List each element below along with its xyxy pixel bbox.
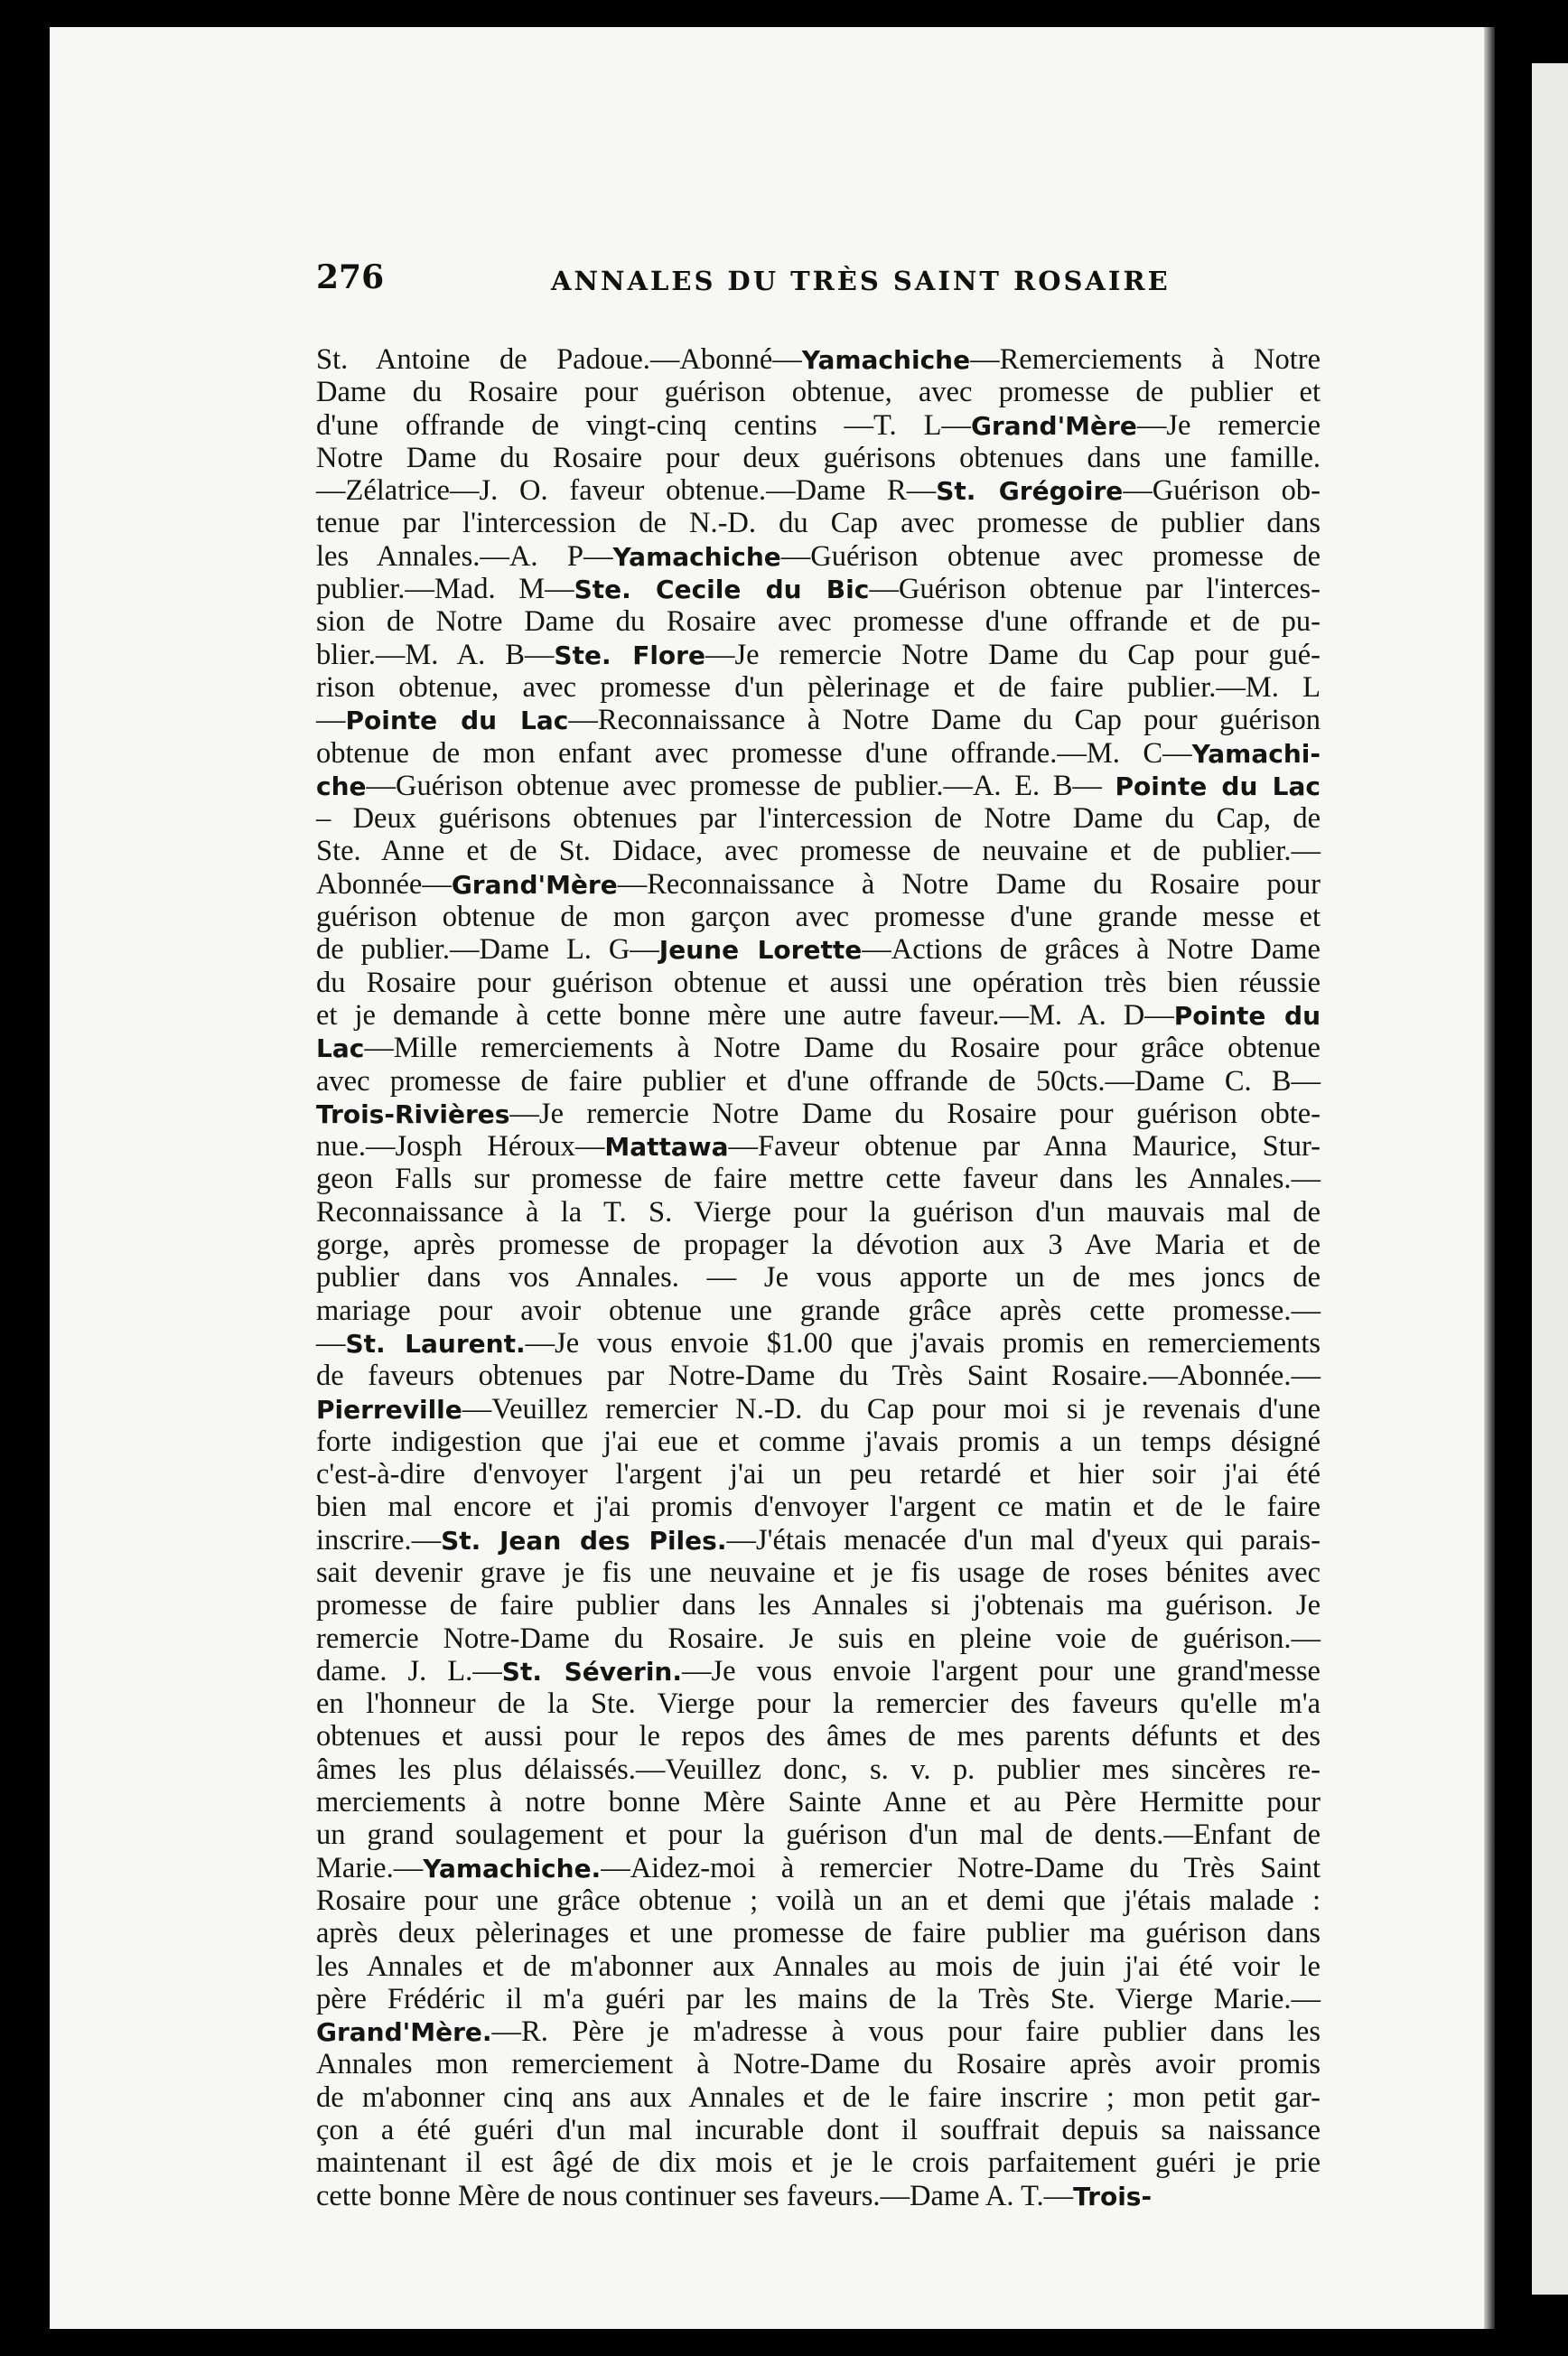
- text-run: —Mille remerciements à Notre Dame du Rosaire pour grâce obtenue: [364, 1032, 1321, 1065]
- text-line: [316, 1720, 1321, 1753]
- text-run: —Je vous envoie $1.00 que j'avais promis en remerciements: [525, 1326, 1321, 1360]
- text-run: publier.—Mad. M—: [316, 573, 574, 606]
- place-name: Ste. Cecile du Bic: [574, 575, 870, 605]
- text-line: [316, 1688, 1321, 1720]
- article-body: [316, 343, 1321, 2212]
- text-line: [316, 2048, 1321, 2080]
- text-line: [316, 933, 1321, 966]
- text-line: [316, 2015, 1321, 2048]
- text-run: – Deux guérisons obtenues par l'intercession de Notre Dame du Cap, de: [316, 802, 1321, 836]
- text-run: c'est-à-dire d'envoyer l'argent j'ai un peu retardé et hier soir j'ai été: [316, 1458, 1321, 1491]
- text-run: inscrire.—: [316, 1523, 442, 1557]
- text-line: [316, 540, 1321, 573]
- place-name: Yamachiche: [801, 345, 971, 375]
- text-run: obtenue de mon enfant avec promesse d'une offrande.—M. C—: [316, 736, 1192, 770]
- text-run: —Faveur obtenue par Anna Maurice, Stur-: [728, 1130, 1321, 1164]
- text-run: les Annales et de m'abonner aux Annales au mois de juin j'ai été voir le: [316, 1949, 1321, 1983]
- text-run: —R. Père je m'adresse à vous pour faire publier dans les: [491, 2015, 1321, 2049]
- text-run: St. Antoine de Padoue.—Abonné—: [316, 343, 802, 376]
- text-run: Dame du Rosaire pour guérison obtenue, avec promesse de publier et: [316, 376, 1321, 409]
- text-line: [316, 704, 1321, 736]
- text-line: [316, 573, 1321, 605]
- text-line: [316, 507, 1321, 539]
- text-line: [316, 474, 1321, 507]
- text-line: [316, 2180, 1321, 2212]
- text-line: [316, 1065, 1321, 1098]
- text-line: [316, 1327, 1321, 1360]
- text-run: gorge, après promesse de propager la dévotion aux 3 Ave Maria et de: [316, 1229, 1321, 1262]
- text-run: forte indigestion que j'ai eue et comme j'avais promis a un temps désigné: [316, 1425, 1321, 1458]
- place-name: Trois-Rivières: [316, 1099, 510, 1129]
- text-run: —Remerciements à Notre: [970, 343, 1321, 376]
- place-name: Grand'Mère: [970, 410, 1137, 441]
- text-line: [316, 442, 1321, 474]
- place-name: che: [316, 771, 367, 801]
- place-name: Yamachiche.: [423, 1853, 602, 1884]
- text-run: Abonnée—: [316, 867, 452, 901]
- text-run: un grand soulagement et pour la guérison d'un mal de dents.—Enfant de: [316, 1818, 1321, 1852]
- place-name: Lac: [316, 1033, 365, 1064]
- text-run: remercie Notre-Dame du Rosaire. Je suis en pleine voie de guérison.—: [316, 1622, 1321, 1655]
- text-line: [316, 2081, 1321, 2114]
- text-line: [316, 1032, 1321, 1064]
- place-name: Yamachiche: [612, 541, 781, 572]
- text-run: —Guérison obtenue avec promesse de: [780, 539, 1321, 573]
- text-run: âmes les plus délaissés.—Veuillez donc, s. v. p. publier mes sincères re-: [316, 1753, 1321, 1786]
- place-name: St. Séverin.: [501, 1656, 682, 1687]
- text-run: —Guérison obtenue par l'interces-: [869, 573, 1321, 606]
- place-name: Mattawa: [604, 1132, 729, 1163]
- text-run: —: [316, 1326, 346, 1360]
- text-line: [316, 1196, 1321, 1229]
- text-line: [316, 967, 1321, 999]
- journal-title: ANNALES DU TRÈS SAINT ROSAIRE: [551, 266, 1171, 296]
- text-line: [316, 1491, 1321, 1523]
- text-run: Reconnaissance à la T. S. Vierge pour la guérison d'un mauvais mal de: [316, 1195, 1321, 1229]
- text-line: [316, 1884, 1321, 1917]
- text-run: —Je vous envoie l'argent pour une grand'messe: [682, 1654, 1321, 1688]
- text-run: —Aidez-moi à remercier Notre-Dame du Très Saint: [601, 1851, 1321, 1884]
- text-run: Ste. Anne et de St. Didace, avec promesse de neuvaine et de publier.—: [316, 835, 1321, 868]
- page-number: 276: [316, 258, 385, 296]
- place-name: Pointe du: [1173, 1000, 1321, 1031]
- text-run: —Je remercie Notre Dame du Cap pour gué-: [705, 638, 1321, 671]
- text-line: [316, 1557, 1321, 1589]
- text-run: guérison obtenue de mon garçon avec promesse d'une grande messe et: [316, 901, 1321, 934]
- text-line: [316, 1458, 1321, 1491]
- text-run: père Frédéric il m'a guéri par les mains de la Très Ste. Vierge Marie.—: [316, 1982, 1321, 2015]
- facing-page-edge: [1532, 63, 1568, 2295]
- text-line: [316, 1098, 1321, 1130]
- text-run: —Zélatrice—J. O. faveur obtenue.—Dame R—: [316, 474, 937, 508]
- text-run: dame. J. L.—: [316, 1654, 502, 1688]
- text-line: [316, 1295, 1321, 1327]
- text-run: de publier.—Dame L. G—: [316, 933, 659, 967]
- text-run: Marie.—: [316, 1851, 424, 1884]
- text-line: [316, 1753, 1321, 1786]
- text-run: merciements à notre bonne Mère Sainte Anne et au Père Hermitte pour: [316, 1786, 1321, 1819]
- place-name: St. Grégoire: [936, 476, 1124, 507]
- text-line: [316, 1360, 1321, 1392]
- place-name: Yamachi-: [1191, 738, 1321, 769]
- text-line: [316, 802, 1321, 835]
- text-run: —Reconnaissance à Notre Dame du Cap pour guérison: [568, 704, 1321, 737]
- text-run: nue.—Josph Héroux—: [316, 1130, 605, 1164]
- running-head: [316, 258, 1219, 304]
- text-line: [316, 671, 1321, 704]
- text-line: [316, 1393, 1321, 1426]
- text-run: —J'étais menacée d'un mal d'yeux qui parais-: [726, 1523, 1321, 1557]
- place-name: Trois-: [1073, 2181, 1153, 2211]
- text-run: en l'honneur de la Ste. Vierge pour la remercier des faveurs qu'elle m'a: [316, 1688, 1321, 1721]
- text-run: çon a été guéri d'un mal incurable dont il souffrait depuis sa naissance: [316, 2114, 1321, 2147]
- text-run: tenue par l'intercession de N.-D. du Cap avec promesse de publier dans: [316, 507, 1321, 540]
- place-name: Pointe du Lac: [345, 706, 569, 736]
- text-run: après deux pèlerinages et une promesse de faire publier ma guérison dans: [316, 1917, 1321, 1950]
- text-line: [316, 1261, 1321, 1294]
- text-line: [316, 2146, 1321, 2179]
- text-run: —Guérison obtenue avec promesse de publier.—A. E. B—: [366, 769, 1115, 802]
- text-line: [316, 1655, 1321, 1688]
- text-line: [316, 1950, 1321, 1983]
- text-run: blier.—M. A. B—: [316, 638, 555, 671]
- text-line: [316, 868, 1321, 901]
- place-name: Grand'Mère.: [316, 2017, 492, 2048]
- text-line: [316, 409, 1321, 442]
- text-run: maintenant il est âgé de dix mois et je le crois parfaitement guéri je prie: [316, 2146, 1321, 2180]
- text-line: [316, 1524, 1321, 1557]
- text-run: promesse de faire publier dans les Annales si j'obtenais ma guérison. Je: [316, 1589, 1321, 1622]
- text-line: [316, 1426, 1321, 1458]
- text-run: les Annales.—A. P—: [316, 539, 613, 573]
- text-line: [316, 1163, 1321, 1195]
- text-run: —Je remercie Notre Dame du Rosaire pour guérison obte-: [509, 1097, 1321, 1130]
- text-line: [316, 1622, 1321, 1655]
- place-name: Grand'Mère: [451, 869, 618, 900]
- text-line: [316, 1852, 1321, 1884]
- text-line: [316, 1589, 1321, 1622]
- text-line: [316, 376, 1321, 408]
- text-line: [316, 605, 1321, 638]
- text-line: [316, 901, 1321, 933]
- text-line: [316, 737, 1321, 770]
- page-fold-shadow: [1484, 27, 1495, 2329]
- text-run: du Rosaire pour guérison obtenue et aussi une opération très bien réussie: [316, 966, 1321, 999]
- text-run: —Reconnaissance à Notre Dame du Rosaire pour: [617, 867, 1321, 901]
- text-run: —Actions de grâces à Notre Dame: [862, 933, 1321, 967]
- text-run: —Je remercie: [1136, 408, 1321, 442]
- text-run: et je demande à cette bonne mère une autre faveur.—M. A. D—: [316, 998, 1174, 1032]
- text-run: rison obtenue, avec promesse d'un pèlerinage et de faire publier.—M. L: [316, 670, 1321, 704]
- place-name: St. Jean des Piles.: [441, 1525, 727, 1556]
- text-line: [316, 770, 1321, 802]
- text-run: geon Falls sur promesse de faire mettre cette faveur dans les Annales.—: [316, 1163, 1321, 1196]
- text-run: Notre Dame du Rosaire pour deux guérisons obtenues dans une famille.: [316, 441, 1321, 474]
- text-run: —Veuillez remercier N.-D. du Cap pour moi si je revenais d'une: [462, 1392, 1321, 1426]
- text-run: avec promesse de faire publier et d'une offrande de 50cts.—Dame C. B—: [316, 1064, 1321, 1098]
- text-run: mariage pour avoir obtenue une grande grâce après cette promesse.—: [316, 1294, 1321, 1327]
- text-run: de m'abonner cinq ans aux Annales et de le faire inscrire ; mon petit gar-: [316, 2080, 1321, 2114]
- text-line: [316, 2114, 1321, 2146]
- place-name: Pierreville: [316, 1394, 462, 1425]
- text-line: [316, 1786, 1321, 1818]
- text-run: —: [316, 704, 346, 737]
- text-line: [316, 639, 1321, 671]
- text-run: d'une offrande de vingt-cinq centins —T. L—: [316, 408, 971, 442]
- text-line: [316, 999, 1321, 1032]
- text-line: [316, 1229, 1321, 1261]
- text-line: [316, 835, 1321, 867]
- text-run: publier dans vos Annales. — Je vous apporte un de mes joncs de: [316, 1261, 1321, 1295]
- text-run: sion de Notre Dame du Rosaire avec promesse d'une offrande et de pu-: [316, 605, 1321, 639]
- text-run: sait devenir grave je fis une neuvaine et je fis usage de roses bénites avec: [316, 1556, 1321, 1589]
- text-run: obtenues et aussi pour le repos des âmes de mes parents défunts et des: [316, 1720, 1321, 1753]
- text-line: [316, 1983, 1321, 2015]
- text-line: [316, 1917, 1321, 1949]
- place-name: Ste. Flore: [554, 640, 705, 670]
- text-run: bien mal encore et j'ai promis d'envoyer l'argent ce matin et de le faire: [316, 1491, 1321, 1524]
- text-line: [316, 1130, 1321, 1163]
- text-run: de faveurs obtenues par Notre-Dame du Très Saint Rosaire.—Abonnée.—: [316, 1360, 1321, 1393]
- place-name: Pointe du Lac: [1115, 771, 1321, 801]
- text-run: Rosaire pour une grâce obtenue ; voilà un an et demi que j'étais malade :: [316, 1884, 1321, 1917]
- place-name: Jeune Lorette: [658, 935, 863, 966]
- text-run: Annales mon remerciement à Notre-Dame du Rosaire après avoir promis: [316, 2048, 1321, 2081]
- text-run: —Guérison ob-: [1123, 474, 1321, 508]
- place-name: St. Laurent.: [345, 1328, 526, 1359]
- text-line: [316, 1818, 1321, 1851]
- text-run: cette bonne Mère de nous continuer ses faveurs.—Dame A. T.—: [316, 2179, 1074, 2212]
- text-line: [316, 343, 1321, 376]
